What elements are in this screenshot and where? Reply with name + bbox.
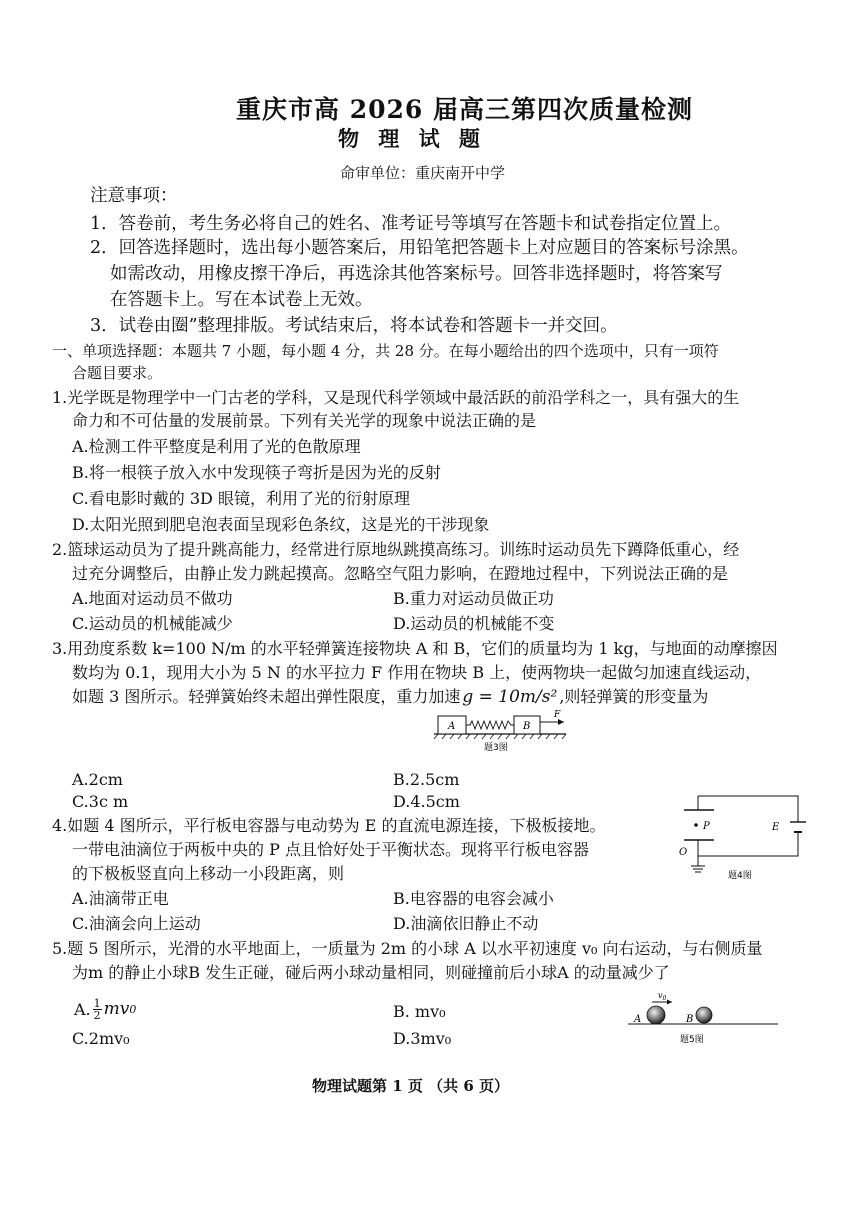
block-a-label: A bbox=[448, 721, 456, 732]
q4-stem: 一带电油滴位于两板中央的 P 点且恰好处于平衡状态。现将平行板电容器 bbox=[72, 840, 589, 859]
q3-formula: g = 10m/s² bbox=[462, 687, 558, 707]
q3-stem: 数均为 0.1，现用大小为 5 N 的水平拉力 F 作用在物块 B 上，使两物块一起做匀加速直线运动， bbox=[72, 663, 762, 682]
q4-option-a: A.油滴带正电 bbox=[72, 889, 169, 908]
block-b-label: B bbox=[523, 721, 531, 732]
q4-option-d: D.油滴依旧静止不动 bbox=[393, 914, 539, 933]
section-heading-cont: 合题目要求。 bbox=[72, 364, 163, 382]
q5-option-a-sub: 0 bbox=[129, 1003, 137, 1016]
notice-line: 如需改动，用橡皮擦干净后，再选涂其他答案标号。回答非选择题时，将答案写 bbox=[110, 264, 723, 284]
q5-frac-den: 2 bbox=[93, 1009, 101, 1022]
q4-option-b: B.电容器的电容会减小 bbox=[393, 889, 554, 908]
q5-option-a-prefix: A. bbox=[74, 999, 91, 1019]
q3-figure-caption: 题3图 bbox=[484, 743, 508, 752]
q3-option-b: B.2.5cm bbox=[393, 770, 460, 789]
q5-option-c: C.2mv₀ bbox=[72, 1029, 130, 1048]
q2-stem: 过充分调整后，由静止发力跳起摸高。忽略空气阻力影响，在蹬地过程中，下列说法正确的是 bbox=[72, 564, 729, 583]
ball-b-label: B bbox=[686, 1014, 694, 1025]
exam-unit: 命审单位：重庆南开中学 bbox=[340, 164, 506, 182]
q5-option-a-mv: mv bbox=[103, 999, 130, 1019]
ball-b bbox=[696, 1007, 712, 1023]
oil-drop-point bbox=[694, 823, 698, 827]
notice-line: 3．试卷由圈”整理排版。考试结束后，将本试卷和答题卡一并交回。 bbox=[90, 316, 618, 336]
notice-heading: 注意事项： bbox=[90, 186, 178, 206]
q1-stem: 命力和不可估量的发展前景。下列有关光学的现象中说法正确的是 bbox=[72, 411, 537, 430]
q1-option-c: C.看电影时戴的 3D 眼镜，利用了光的衍射原理 bbox=[72, 489, 410, 508]
q2-option-b: B.重力对运动员做正功 bbox=[393, 589, 554, 608]
velocity-label bbox=[658, 991, 667, 1002]
q2-stem: 2.篮球运动员为了提升跳高能力，经常进行原地纵跳摸高练习。训练时运动员先下蹲降低重心，经 bbox=[52, 540, 740, 559]
q5-option-d: D.3mv₀ bbox=[393, 1029, 452, 1048]
q3-stem-tail: ,则轻弹簧的形变量为 bbox=[559, 687, 709, 706]
q1-option-a: A.检测工件平整度是利用了光的色散原理 bbox=[72, 437, 361, 456]
velocity-subscript: 0 bbox=[662, 995, 667, 1002]
q5-option-a-fraction bbox=[93, 998, 102, 1021]
q1-stem: 1.光学既是物理学中一门古老的学科，又是现代科学领域中最活跃的前沿学科之一，具有强大的生 bbox=[52, 388, 740, 407]
notice-line: 2．回答选择题时，选出每小题答案后，用铅笔把答题卡上对应题目的答案标号涂黑。 bbox=[90, 238, 749, 258]
velocity-symbol: v bbox=[658, 991, 663, 1000]
q4-stem: 4.如题 4 图所示，平行板电容器与电动势为 E 的直流电源连接，下极板接地。 bbox=[52, 816, 606, 835]
ball-a bbox=[647, 1006, 665, 1024]
q4-stem: 的下极板竖直向上移动一小段距离，则 bbox=[72, 864, 345, 883]
q3-figure bbox=[430, 708, 570, 752]
exam-subtitle: 物 理 试 题 bbox=[338, 126, 486, 151]
q3-stem bbox=[72, 689, 708, 706]
q5-stem: 5.题 5 图所示，光滑的水平地面上，一质量为 2m 的小球 A 以水平初速度 v₀ 向右运动，与右侧质量 bbox=[52, 939, 763, 958]
q3-stem: 3.用劲度系数 k=100 N/m 的水平轻弹簧连接物块 A 和 B，它们的质量均为 1 kg，与地面的动摩擦因 bbox=[52, 639, 778, 658]
page-footer: 物理试题第 1 页 （共 6 页） bbox=[312, 1077, 509, 1095]
q3-option-d: D.4.5cm bbox=[393, 792, 460, 811]
q4-figure-caption: 题4图 bbox=[728, 871, 752, 881]
q5-figure bbox=[622, 990, 782, 1046]
spring bbox=[466, 721, 514, 729]
q3-stem-text: 如题 3 图所示。轻弹簧始终未超出弹性限度，重力加速 bbox=[72, 687, 461, 706]
section-heading: 一、单项选择题：本题共 7 小题，每小题 4 分，共 28 分。在每小题给出的四个选项中，只有一项符 bbox=[52, 342, 719, 360]
q4-option-c: C.油滴会向上运动 bbox=[72, 914, 201, 933]
notice-line: 1．答卷前，考生务必将自己的姓名、准考证号等填写在答题卡和试卷指定位置上。 bbox=[90, 214, 732, 234]
notice-line: 在答题卡上。写在本试卷上无效。 bbox=[110, 290, 373, 310]
origin-label: O bbox=[679, 847, 688, 858]
q2-option-c: C.运动员的机械能减少 bbox=[72, 614, 233, 633]
q5-option-b: B. mv₀ bbox=[393, 1002, 446, 1021]
q5-option-a bbox=[74, 998, 136, 1021]
exam-title: 重庆市高 2026 届高三第四次质量检测 bbox=[236, 95, 693, 124]
q5-figure-caption: 题5图 bbox=[680, 1035, 704, 1045]
q2-option-a: A.地面对运动员不做功 bbox=[72, 589, 233, 608]
q1-option-d: D.太阳光照到肥皂泡表面呈现彩色条纹，这是光的干涉现象 bbox=[72, 515, 490, 534]
q2-option-d: D.运动员的机械能不变 bbox=[393, 614, 555, 633]
q1-option-b: B.将一根筷子放入水中发现筷子弯折是因为光的反射 bbox=[72, 463, 441, 482]
q5-frac-num: 1 bbox=[93, 997, 101, 1010]
force-label: F bbox=[554, 710, 561, 720]
q5-stem: 为m 的静止小球B 发生正碰，碰后两小球动量相同，则碰撞前后小球A 的动量减少了 bbox=[72, 963, 670, 982]
emf-label: E bbox=[772, 822, 780, 833]
q4-figure bbox=[676, 788, 806, 883]
point-p-label: P bbox=[703, 821, 710, 832]
q3-option-c: C.3c m bbox=[72, 792, 129, 811]
q3-option-a: A.2cm bbox=[72, 770, 123, 789]
ball-a-label: A bbox=[634, 1014, 642, 1025]
